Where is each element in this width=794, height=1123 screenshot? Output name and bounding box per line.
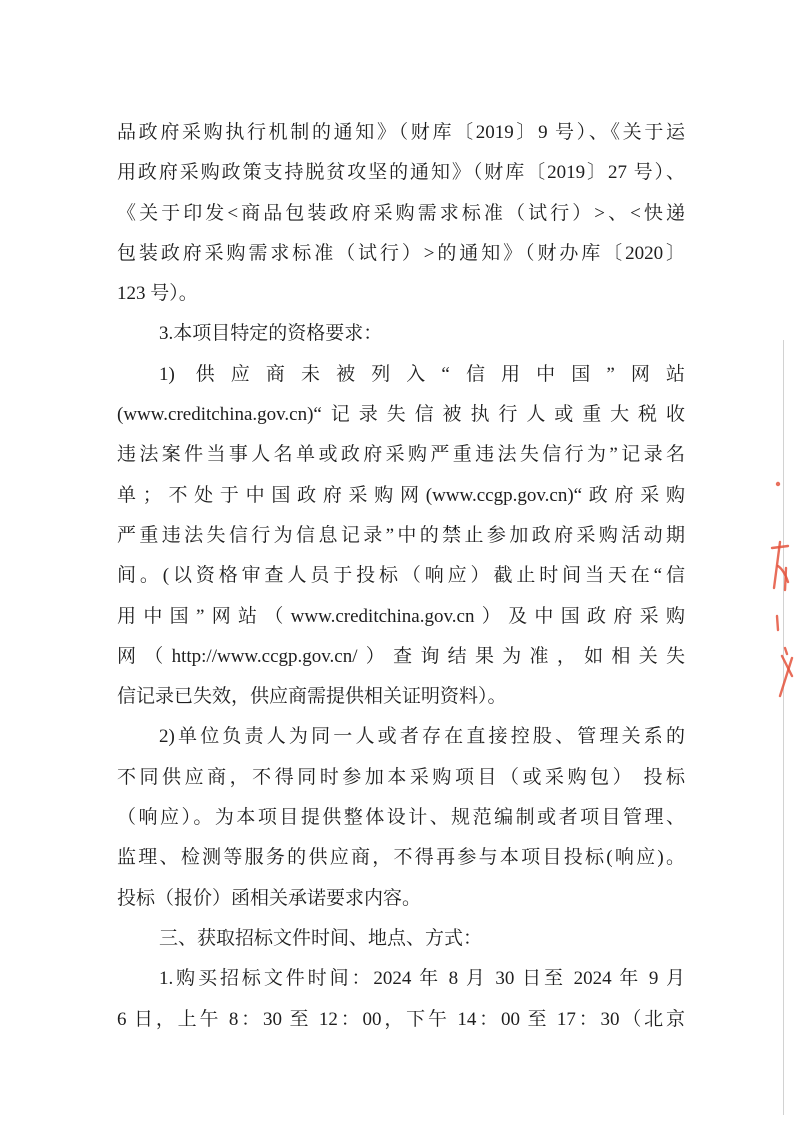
text-line: 《关于印发<商品包装政府采购需求标准（试行）>、<快递 (117, 202, 685, 224)
text-line: 2)单位负责人为同一人或者存在直接控股、管理关系的 (159, 726, 685, 748)
text-line: 单；不处于中国政府采购网(www.ccgp.gov.cn)“政府采购 (117, 484, 685, 506)
text-line: 用中国”网站（www.creditchina.gov.cn）及中国政府采购 (117, 605, 685, 627)
seal-fragment (777, 616, 778, 630)
text-line: 6 日，上午 8：30 至 12：00，下午 14：00 至 17：30（北京 (117, 1008, 685, 1030)
section-three-heading: 三、获取招标文件时间、地点、方式： (159, 927, 483, 949)
text-line: 品政府采购执行机制的通知》（财库〔2019〕9 号）、《关于运 (117, 122, 685, 143)
seal-fragment (774, 542, 780, 588)
text-line: 严重违法失信行为信息记录”中的禁止参加政府采购活动期 (117, 524, 685, 546)
seal-fragment (785, 648, 787, 654)
purchase-time-paragraph (117, 959, 685, 1040)
text-line: 不同供应商，不得同时参加本采购项目（或采购包） 投标 (117, 766, 685, 788)
text-line: 投标（报价）函相关承诺要求内容。 (117, 887, 422, 909)
text-line: 监理、检测等服务的供应商，不得再参与本项目投标(响应)。 (117, 847, 685, 869)
text-line: (www.creditchina.gov.cn)“记录失信被执行人或重大税收 (117, 404, 685, 426)
requirement-2-paragraph (117, 717, 685, 918)
text-line: 间。(以资格审查人员于投标（响应）截止时间当天在“信 (117, 565, 685, 587)
text-line: 1.购买招标文件时间：2024 年 8 月 30 日至 2024 年 9 月 (159, 968, 685, 990)
document-body (117, 113, 685, 1040)
text-line: 网（http://www.ccgp.gov.cn/）查询结果为准，如相关失 (117, 645, 685, 667)
seal-fragment (777, 483, 779, 485)
regulations-paragraph (117, 113, 685, 314)
text-line: 用政府采购政策支持脱贫攻坚的通知》（财库〔2019〕27 号）、 (117, 162, 685, 184)
qualification-heading: 3.本项目特定的资格要求： (159, 323, 383, 345)
text-line: 1) 供应商未被列入“信用中国”网站 (159, 363, 685, 385)
text-line: 123 号）。 (117, 283, 198, 305)
red-seal-stamp (758, 470, 794, 720)
page-edge-line (783, 340, 784, 1115)
text-line: 信记录已失效，供应商需提供相关证明资料）。 (117, 686, 507, 708)
text-line: 违法案件当事人名单或政府采购严重违法失信行为”记录名 (117, 444, 685, 466)
requirement-1-paragraph (117, 355, 685, 718)
text-line: （响应）。为本项目提供整体设计、规范编制或者项目管理、 (117, 807, 685, 829)
text-line: 包装政府采购需求标准（试行）>的通知》（财办库〔2020〕 (117, 242, 685, 264)
seal-fragment (785, 568, 786, 590)
